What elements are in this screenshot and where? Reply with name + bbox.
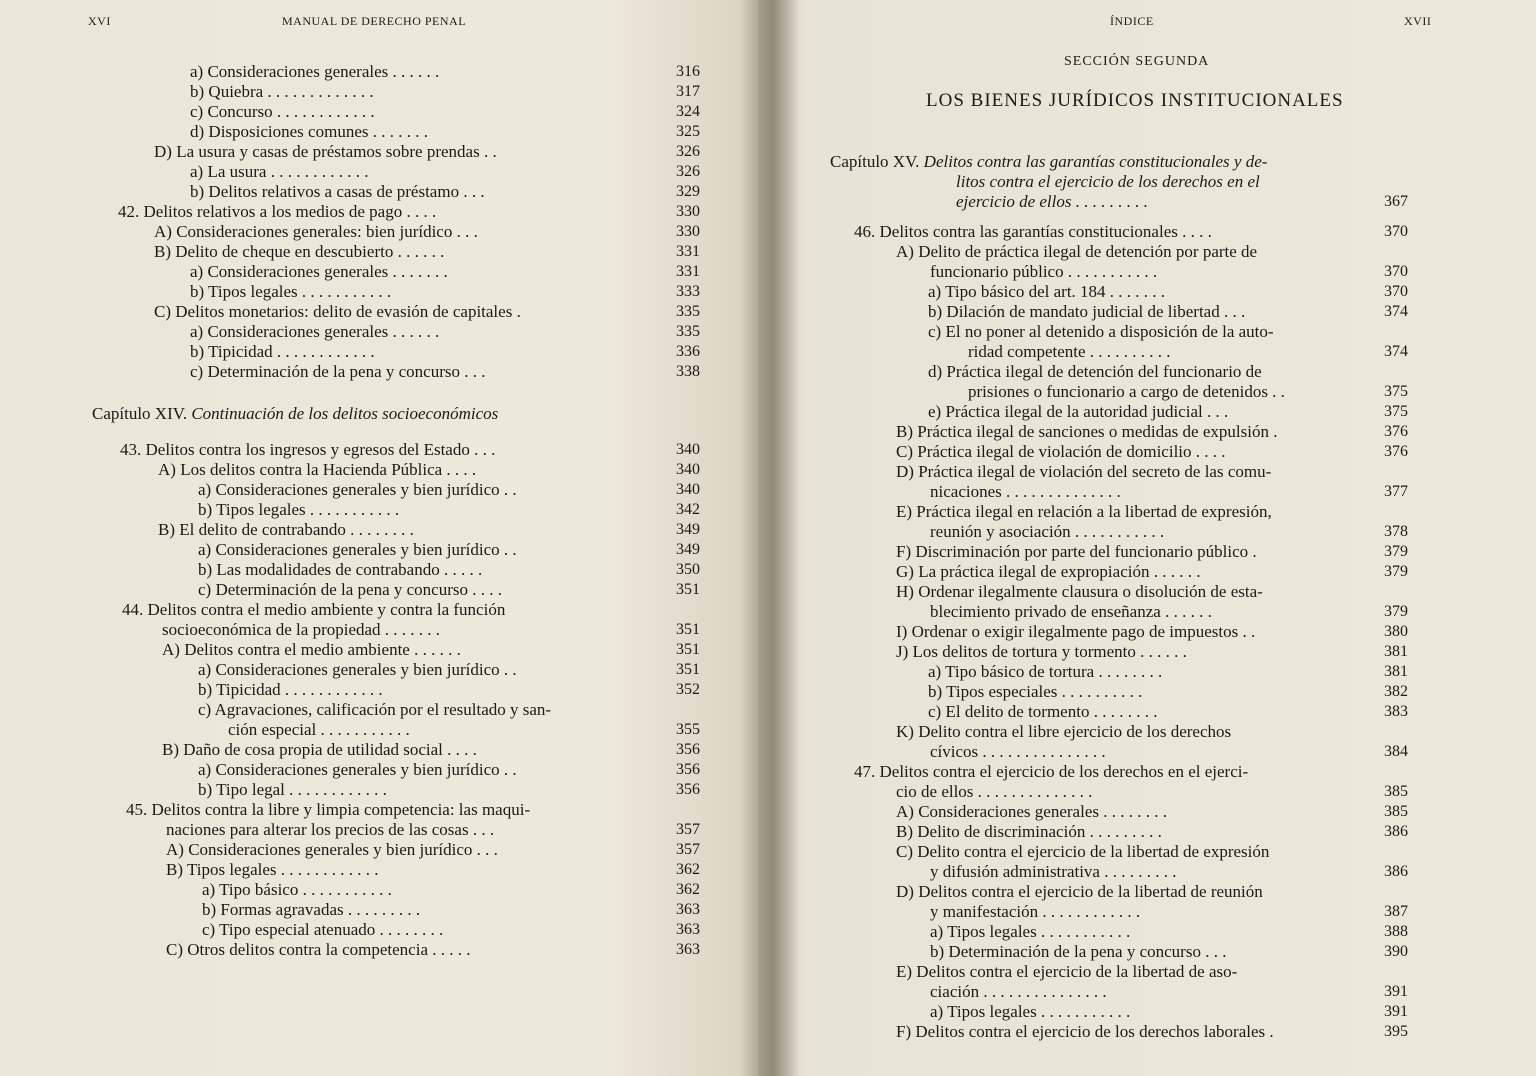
entry-text: C) Delito contra el ejercicio de la libertad de expresión <box>896 842 1270 861</box>
page-number: 351 <box>676 621 700 638</box>
page-number: 357 <box>676 821 700 838</box>
right-toc-entry <box>930 922 1130 942</box>
entry-text: A) Los delitos contra la Hacienda Pública . . . . <box>158 460 477 479</box>
page-number: 377 <box>1384 483 1408 500</box>
entry-text: F) Delitos contra el ejercicio de los derechos laborales . <box>896 1022 1274 1041</box>
page-number: 367 <box>1384 193 1408 210</box>
left-toc-entry <box>118 202 436 222</box>
left-toc-entry <box>190 362 486 382</box>
entry-text: b) Tipos especiales . . . . . . . . . . <box>928 682 1143 701</box>
left-toc-entry <box>120 440 495 460</box>
left-toc-entry <box>198 680 383 700</box>
right-toc-entry <box>830 152 1267 172</box>
right-toc-entry <box>928 402 1228 422</box>
right-toc-entry <box>928 302 1245 322</box>
right-folio: XVII <box>1404 14 1432 28</box>
page-number: 385 <box>1384 803 1408 820</box>
entry-text: a) Consideraciones generales y bien jurídico . . <box>198 540 517 559</box>
entry-title-italic: Continuación de los delitos socioeconómicos <box>187 404 499 423</box>
right-toc-entry <box>930 942 1226 962</box>
left-toc-entry <box>158 460 476 480</box>
entry-text: naciones para alterar los precios de las cosas . . . <box>166 820 495 839</box>
page-number: 379 <box>1384 543 1408 560</box>
right-toc-entry <box>930 602 1212 622</box>
entry-text: b) Tipos legales . . . . . . . . . . . <box>190 282 392 301</box>
right-toc-entry <box>896 642 1187 662</box>
entry-text: b) Delitos relativos a casas de préstamo . . . <box>190 182 485 201</box>
left-toc-entry <box>202 920 443 940</box>
right-toc-entry <box>896 442 1226 462</box>
right-toc-entry <box>930 482 1121 502</box>
section-title: LOS BIENES JURÍDICOS INSTITUCIONALES <box>926 90 1344 111</box>
page-number: 336 <box>676 343 700 360</box>
page-number: 357 <box>676 841 700 858</box>
page-number: 349 <box>676 541 700 558</box>
page-number: 378 <box>1384 523 1408 540</box>
left-toc-entry <box>198 580 502 600</box>
right-toc-entry <box>896 462 1271 482</box>
entry-text: a) Tipos legales . . . . . . . . . . . <box>930 922 1131 941</box>
page-number: 351 <box>676 641 700 658</box>
page-number: 331 <box>676 243 700 260</box>
entry-text: a) Tipo básico . . . . . . . . . . . <box>202 880 392 899</box>
entry-title-italic: ejercicio de ellos . . . . . . . . . <box>956 192 1148 211</box>
left-toc-entry <box>190 102 375 122</box>
entry-text: prisiones o funcionario a cargo de detenidos . . <box>968 382 1285 401</box>
left-toc-entry <box>166 840 498 860</box>
page-number: 388 <box>1384 923 1408 940</box>
left-toc-entry <box>122 600 505 620</box>
left-toc-entry <box>190 282 391 302</box>
left-toc-entry <box>198 480 517 500</box>
left-toc-entry <box>202 900 420 920</box>
right-toc-entry <box>896 882 1263 902</box>
left-toc-entry <box>158 520 414 540</box>
entry-text: y difusión administrativa . . . . . . . . . <box>930 862 1177 881</box>
entry-text: 42. Delitos relativos a los medios de pago . . . . <box>118 202 437 221</box>
page-number: 355 <box>676 721 700 738</box>
left-toc-entry <box>154 222 478 242</box>
left-page <box>0 0 758 1076</box>
entry-text: a) Consideraciones generales y bien jurídico . . <box>198 480 517 499</box>
page-number: 375 <box>1384 403 1408 420</box>
right-toc-entry <box>854 762 1248 782</box>
entry-text: E) Delitos contra el ejercicio de la libertad de aso- <box>896 962 1238 981</box>
entry-text: b) Dilación de mandato judicial de libertad . . . <box>928 302 1246 321</box>
right-toc-entry <box>896 822 1162 842</box>
entry-text: b) Quiebra . . . . . . . . . . . . . <box>190 82 374 101</box>
left-toc-entry <box>162 640 461 660</box>
left-toc-entry <box>190 162 368 182</box>
left-toc-entry <box>92 404 498 424</box>
page-number: 386 <box>1384 863 1408 880</box>
entry-text: 44. Delitos contra el medio ambiente y contra la función <box>122 600 506 619</box>
right-toc-entry <box>896 722 1231 742</box>
left-toc-entry <box>162 620 440 640</box>
right-toc-entry <box>928 322 1274 342</box>
right-toc-entry <box>928 702 1157 722</box>
right-toc-entry <box>930 862 1176 882</box>
left-toc-entry <box>190 262 448 282</box>
entry-text: cio de ellos . . . . . . . . . . . . . . <box>896 782 1093 801</box>
entry-text: A) Delito de práctica ilegal de detención por parte de <box>896 242 1258 261</box>
page-number: 385 <box>1384 783 1408 800</box>
entry-text: reunión y asociación . . . . . . . . . . . <box>930 522 1165 541</box>
page-number: 362 <box>676 861 700 878</box>
right-toc-entry <box>896 622 1255 642</box>
right-toc-entry <box>896 1022 1274 1042</box>
left-toc-entry <box>166 940 471 960</box>
right-toc-entry <box>896 962 1237 982</box>
right-toc-entry <box>968 342 1171 362</box>
entry-text: E) Práctica ilegal en relación a la libertad de expresión, <box>896 502 1272 521</box>
entry-text: a) Consideraciones generales . . . . . . . <box>190 262 448 281</box>
entry-text: K) Delito contra el libre ejercicio de los derechos <box>896 722 1232 741</box>
right-toc-entry <box>930 1002 1130 1022</box>
right-toc-entry <box>896 242 1257 262</box>
left-toc-entry <box>198 500 399 520</box>
book-gutter <box>740 0 800 1076</box>
entry-text: B) Daño de cosa propia de utilidad social . . . . <box>162 740 477 759</box>
entry-text: c) El delito de tormento . . . . . . . . <box>928 702 1158 721</box>
page-number: 381 <box>1384 643 1408 660</box>
entry-title-italic: Delitos contra las garantías constitucionales y de- <box>919 152 1268 171</box>
page-number: 352 <box>676 681 700 698</box>
page-number: 395 <box>1384 1023 1408 1040</box>
page-number: 370 <box>1384 263 1408 280</box>
right-toc-entry <box>896 422 1277 442</box>
left-toc-entry <box>190 182 485 202</box>
left-toc-entry <box>198 660 517 680</box>
entry-text: A) Consideraciones generales: bien jurídico . . . <box>154 222 478 241</box>
right-toc-entry <box>930 742 1106 762</box>
entry-text: B) Práctica ilegal de sanciones o medidas de expulsión . <box>896 422 1278 441</box>
page-number: 324 <box>676 103 700 120</box>
entry-text: 43. Delitos contra los ingresos y egresos del Estado . . . <box>120 440 496 459</box>
entry-text: 45. Delitos contra la libre y limpia competencia: las maqui- <box>126 800 531 819</box>
entry-text: d) Práctica ilegal de detención del funcionario de <box>928 362 1262 381</box>
left-toc-entry <box>166 820 494 840</box>
entry-text: D) Práctica ilegal de violación del secreto de las comu- <box>896 462 1272 481</box>
entry-text: B) Delito de cheque en descubierto . . . . . . <box>154 242 445 261</box>
page-number: 383 <box>1384 703 1408 720</box>
page-number: 351 <box>676 581 700 598</box>
left-toc-entry <box>198 780 387 800</box>
entry-text: nicaciones . . . . . . . . . . . . . . <box>930 482 1121 501</box>
page-number: 362 <box>676 881 700 898</box>
section-label: SECCIÓN SEGUNDA <box>1064 54 1210 69</box>
page-number: 349 <box>676 521 700 538</box>
left-toc-entry <box>190 82 374 102</box>
entry-text: b) Las modalidades de contrabando . . . . . <box>198 560 483 579</box>
page-number: 351 <box>676 661 700 678</box>
entry-text: a) Consideraciones generales y bien jurídico . . <box>198 760 517 779</box>
left-toc-entry <box>190 122 428 142</box>
entry-title-italic: litos contra el ejercicio de los derechos en el <box>956 172 1260 191</box>
page-number: 316 <box>676 63 700 80</box>
page-number: 335 <box>676 303 700 320</box>
entry-text: ción especial . . . . . . . . . . . <box>228 720 410 739</box>
page-number: 370 <box>1384 223 1408 240</box>
page-number: 363 <box>676 901 700 918</box>
page-number: 363 <box>676 921 700 938</box>
right-toc-entry <box>896 802 1167 822</box>
right-toc-entry <box>928 662 1162 682</box>
page-number: 391 <box>1384 983 1408 1000</box>
left-toc-entry <box>154 142 497 162</box>
page-number: 330 <box>676 223 700 240</box>
entry-text: B) El delito de contrabando . . . . . . . . <box>158 520 414 539</box>
page-number: 340 <box>676 481 700 498</box>
page-number: 381 <box>1384 663 1408 680</box>
entry-text: b) Tipo legal . . . . . . . . . . . . <box>198 780 387 799</box>
entry-text: A) Consideraciones generales y bien jurídico . . . <box>166 840 498 859</box>
entry-text: b) Tipicidad . . . . . . . . . . . . <box>190 342 375 361</box>
right-running-head: ÍNDICE <box>1110 14 1154 28</box>
page-number: 374 <box>1384 343 1408 360</box>
entry-text: a) La usura . . . . . . . . . . . . <box>190 162 369 181</box>
page-number: 390 <box>1384 943 1408 960</box>
entry-text: Capítulo XIV. <box>92 404 188 423</box>
page-number: 356 <box>676 741 700 758</box>
entry-text: b) Tipos legales . . . . . . . . . . . <box>198 500 400 519</box>
page-number: 363 <box>676 941 700 958</box>
page-number: 356 <box>676 781 700 798</box>
entry-text: A) Consideraciones generales . . . . . . . . <box>896 802 1167 821</box>
entry-text: a) Consideraciones generales y bien jurídico . . <box>198 660 517 679</box>
entry-text: e) Práctica ilegal de la autoridad judicial . . . <box>928 402 1229 421</box>
entry-text: C) Delitos monetarios: delito de evasión de capitales . <box>154 302 521 321</box>
entry-text: a) Consideraciones generales . . . . . . <box>190 322 440 341</box>
right-toc-entry <box>928 362 1262 382</box>
entry-text: 46. Delitos contra las garantías constitucionales . . . . <box>854 222 1212 241</box>
right-toc-entry <box>896 562 1200 582</box>
page-number: 329 <box>676 183 700 200</box>
entry-text: B) Delito de discriminación . . . . . . . . . <box>896 822 1162 841</box>
page-number: 325 <box>676 123 700 140</box>
entry-text: funcionario público . . . . . . . . . . . <box>930 262 1158 281</box>
entry-text: 47. Delitos contra el ejercicio de los derechos en el ejerci- <box>854 762 1249 781</box>
entry-text: a) Tipo básico de tortura . . . . . . . . <box>928 662 1163 681</box>
entry-text: H) Ordenar ilegalmente clausura o disolución de esta- <box>896 582 1263 601</box>
right-toc-entry <box>930 522 1164 542</box>
left-toc-entry <box>162 740 477 760</box>
page-number: 379 <box>1384 563 1408 580</box>
page-number: 340 <box>676 461 700 478</box>
right-toc-entry <box>896 582 1263 602</box>
entry-text: c) Tipo especial atenuado . . . . . . . . <box>202 920 444 939</box>
right-toc-entry <box>854 222 1212 242</box>
page-number: 379 <box>1384 603 1408 620</box>
left-toc-entry <box>190 62 439 82</box>
entry-text: J) Los delitos de tortura y tormento . . . . . . <box>896 642 1187 661</box>
entry-text: B) Tipos legales . . . . . . . . . . . . <box>166 860 379 879</box>
page-number: 386 <box>1384 823 1408 840</box>
page-number: 317 <box>676 83 700 100</box>
page-number: 356 <box>676 761 700 778</box>
page-number: 384 <box>1384 743 1408 760</box>
entry-text: F) Discriminación por parte del funcionario público . <box>896 542 1257 561</box>
page-number: 375 <box>1384 383 1408 400</box>
entry-text: c) Concurso . . . . . . . . . . . . <box>190 102 375 121</box>
right-toc-entry <box>930 902 1140 922</box>
page-number: 374 <box>1384 303 1408 320</box>
page-number: 326 <box>676 163 700 180</box>
left-toc-entry <box>126 800 530 820</box>
right-page <box>758 0 1536 1076</box>
left-toc-entry <box>202 880 392 900</box>
entry-text: Capítulo XV. <box>830 152 920 171</box>
right-toc-entry <box>968 382 1285 402</box>
page-number: 387 <box>1384 903 1408 920</box>
entry-text: cívicos . . . . . . . . . . . . . . . <box>930 742 1106 761</box>
page-number: 335 <box>676 323 700 340</box>
left-toc-entry <box>198 560 482 580</box>
entry-text: c) El no poner al detenido a disposición de la auto- <box>928 322 1274 341</box>
entry-text: D) Delitos contra el ejercicio de la libertad de reunión <box>896 882 1263 901</box>
entry-text: socioeconómica de la propiedad . . . . . . . <box>162 620 441 639</box>
entry-text: C) Práctica ilegal de violación de domicilio . . . . <box>896 442 1226 461</box>
page-number: 380 <box>1384 623 1408 640</box>
left-toc-entry <box>154 302 521 322</box>
page-number: 342 <box>676 501 700 518</box>
page-number: 382 <box>1384 683 1408 700</box>
left-toc-entry <box>190 342 375 362</box>
entry-text: c) Determinación de la pena y concurso . . . <box>190 362 486 381</box>
left-running-head: MANUAL DE DERECHO PENAL <box>282 14 467 28</box>
right-toc-entry <box>928 682 1142 702</box>
entry-text: blecimiento privado de enseñanza . . . . . . <box>930 602 1212 621</box>
page-number: 391 <box>1384 1003 1408 1020</box>
entry-text: d) Disposiciones comunes . . . . . . . <box>190 122 428 141</box>
entry-text: c) Agravaciones, calificación por el resultado y san- <box>198 700 552 719</box>
entry-text: a) Tipo básico del art. 184 . . . . . . . <box>928 282 1166 301</box>
entry-text: a) Tipos legales . . . . . . . . . . . <box>930 1002 1131 1021</box>
right-toc-entry <box>896 542 1257 562</box>
right-toc-entry <box>896 842 1269 862</box>
entry-text: a) Consideraciones generales . . . . . . <box>190 62 440 81</box>
left-toc-entry <box>198 540 517 560</box>
entry-text: b) Tipicidad . . . . . . . . . . . . <box>198 680 383 699</box>
entry-text: G) La práctica ilegal de expropiación . . . . . . <box>896 562 1201 581</box>
entry-text: c) Determinación de la pena y concurso . . . . <box>198 580 502 599</box>
page-number: 376 <box>1384 443 1408 460</box>
page-number: 350 <box>676 561 700 578</box>
entry-text: A) Delitos contra el medio ambiente . . . . . . <box>162 640 461 659</box>
entry-text: b) Determinación de la pena y concurso . . . <box>930 942 1227 961</box>
entry-text: C) Otros delitos contra la competencia . . . . . <box>166 940 471 959</box>
right-toc-entry <box>930 262 1157 282</box>
page-number: 330 <box>676 203 700 220</box>
right-toc-entry <box>928 282 1165 302</box>
entry-text: b) Formas agravadas . . . . . . . . . <box>202 900 421 919</box>
left-toc-entry <box>166 860 379 880</box>
entry-text: y manifestación . . . . . . . . . . . . <box>930 902 1141 921</box>
right-toc-entry <box>896 782 1092 802</box>
entry-text: I) Ordenar o exigir ilegalmente pago de impuestos . . <box>896 622 1256 641</box>
page-number: 340 <box>676 441 700 458</box>
left-toc-entry <box>198 700 551 720</box>
page-number: 326 <box>676 143 700 160</box>
entry-text: D) La usura y casas de préstamos sobre prendas . . <box>154 142 497 161</box>
right-toc-entry <box>956 192 1148 212</box>
page-number: 331 <box>676 263 700 280</box>
page-number: 370 <box>1384 283 1408 300</box>
page-number: 338 <box>676 363 700 380</box>
left-folio: XVI <box>88 14 111 28</box>
entry-text: ridad competente . . . . . . . . . . <box>968 342 1171 361</box>
left-toc-entry <box>154 242 444 262</box>
right-toc-entry <box>956 172 1260 192</box>
left-toc-entry <box>190 322 439 342</box>
left-toc-entry <box>198 760 517 780</box>
left-toc-entry <box>228 720 410 740</box>
page-number: 333 <box>676 283 700 300</box>
page-number: 376 <box>1384 423 1408 440</box>
entry-text: ciación . . . . . . . . . . . . . . . <box>930 982 1107 1001</box>
right-toc-entry <box>896 502 1272 522</box>
right-toc-entry <box>930 982 1107 1002</box>
